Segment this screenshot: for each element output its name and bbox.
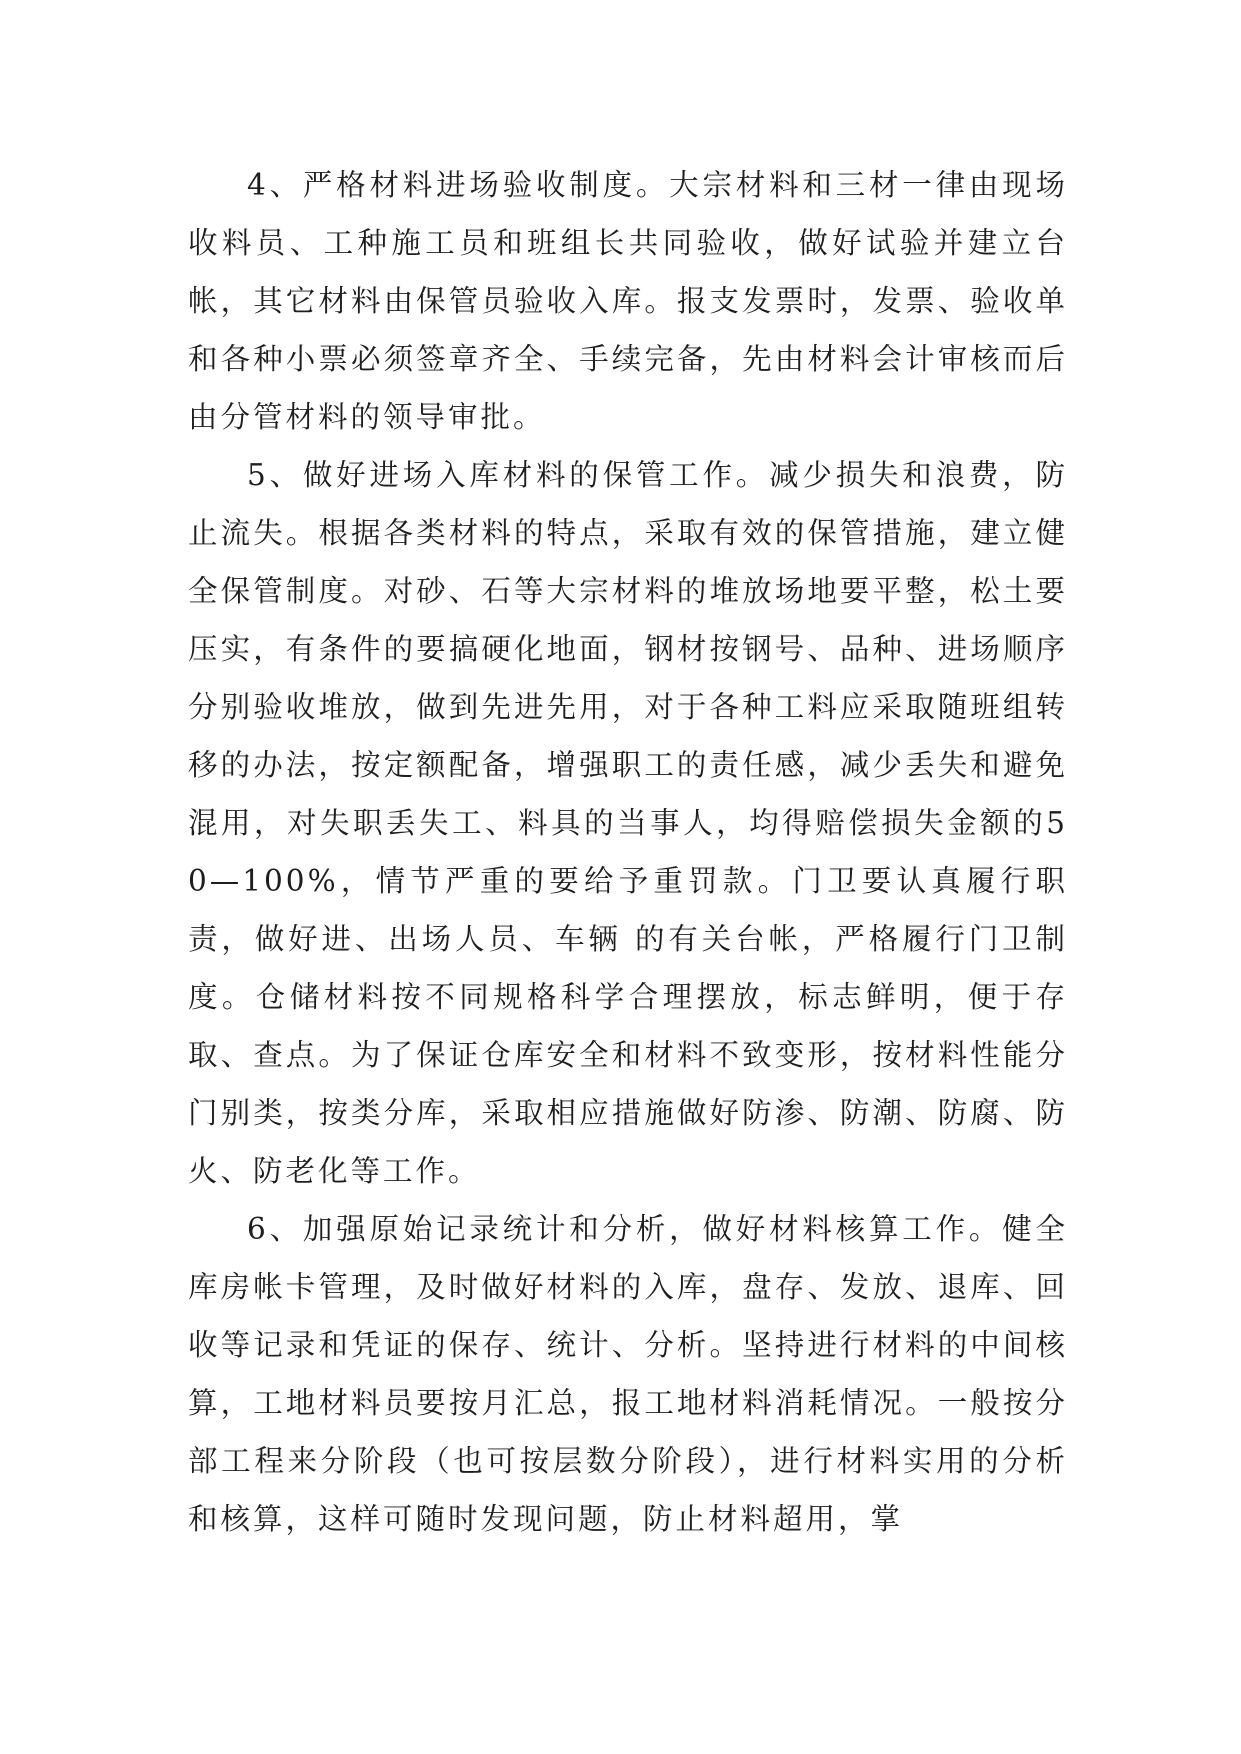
paragraph-item-6: 6、加强原始记录统计和分析，做好材料核算工作。健全库房帐卡管理，及时做好材料的入库，盘存、发放、退库、回收等记录和凭证的保存、统计、分析。坚持进行材料的中间核算，工地材料员要按月汇总，报工地材料消耗情况。一般按分部工程来分阶段（也可按层数分阶段），进行材料实用的分析和核算，这样可随时发现问题，防止材料超用，掌 bbox=[188, 1212, 1068, 1536]
document-body bbox=[188, 156, 1068, 1548]
paragraph-item-5: 5、做好进场入库材料的保管工作。减少损失和浪费，防止流失。根据各类材料的特点，采取有效的保管措施，建立健全保管制度。对砂、石等大宗材料的堆放场地要平整，松土要压实，有条件的要搞硬化地面，钢材按钢号、品种、进场顺序分别验收堆放，做到先进先用，对于各种工料应采取随班组转移的办法，按定额配备，增强职工的责任感，减少丢失和避免混用，对失职丢失工、料具的当事人，均得赔偿损失金额的50—100%，情节严重的要给予重罚款。门卫要认真履行职责，做好进、出场人员、车辆 的有关台帐，严格履行门卫制度。仓储材料按不同规格科学合理摆放，标志鲜明，便于存取、查点。为了保证仓库安全和材料不致变形，按材料性能分门别类，按类分库，采取相应措施做好防渗、防潮、防腐、防火、防老化等工作。 bbox=[188, 458, 1068, 1188]
paragraph-item-4: 4、严格材料进场验收制度。大宗材料和三材一律由现场收料员、工种施工员和班组长共同验收，做好试验并建立台帐，其它材料由保管员验收入库。报支发票时，发票、验收单和各种小票必须签章齐全、手续完备，先由材料会计审核而后由分管材料的领导审批。 bbox=[188, 168, 1068, 434]
